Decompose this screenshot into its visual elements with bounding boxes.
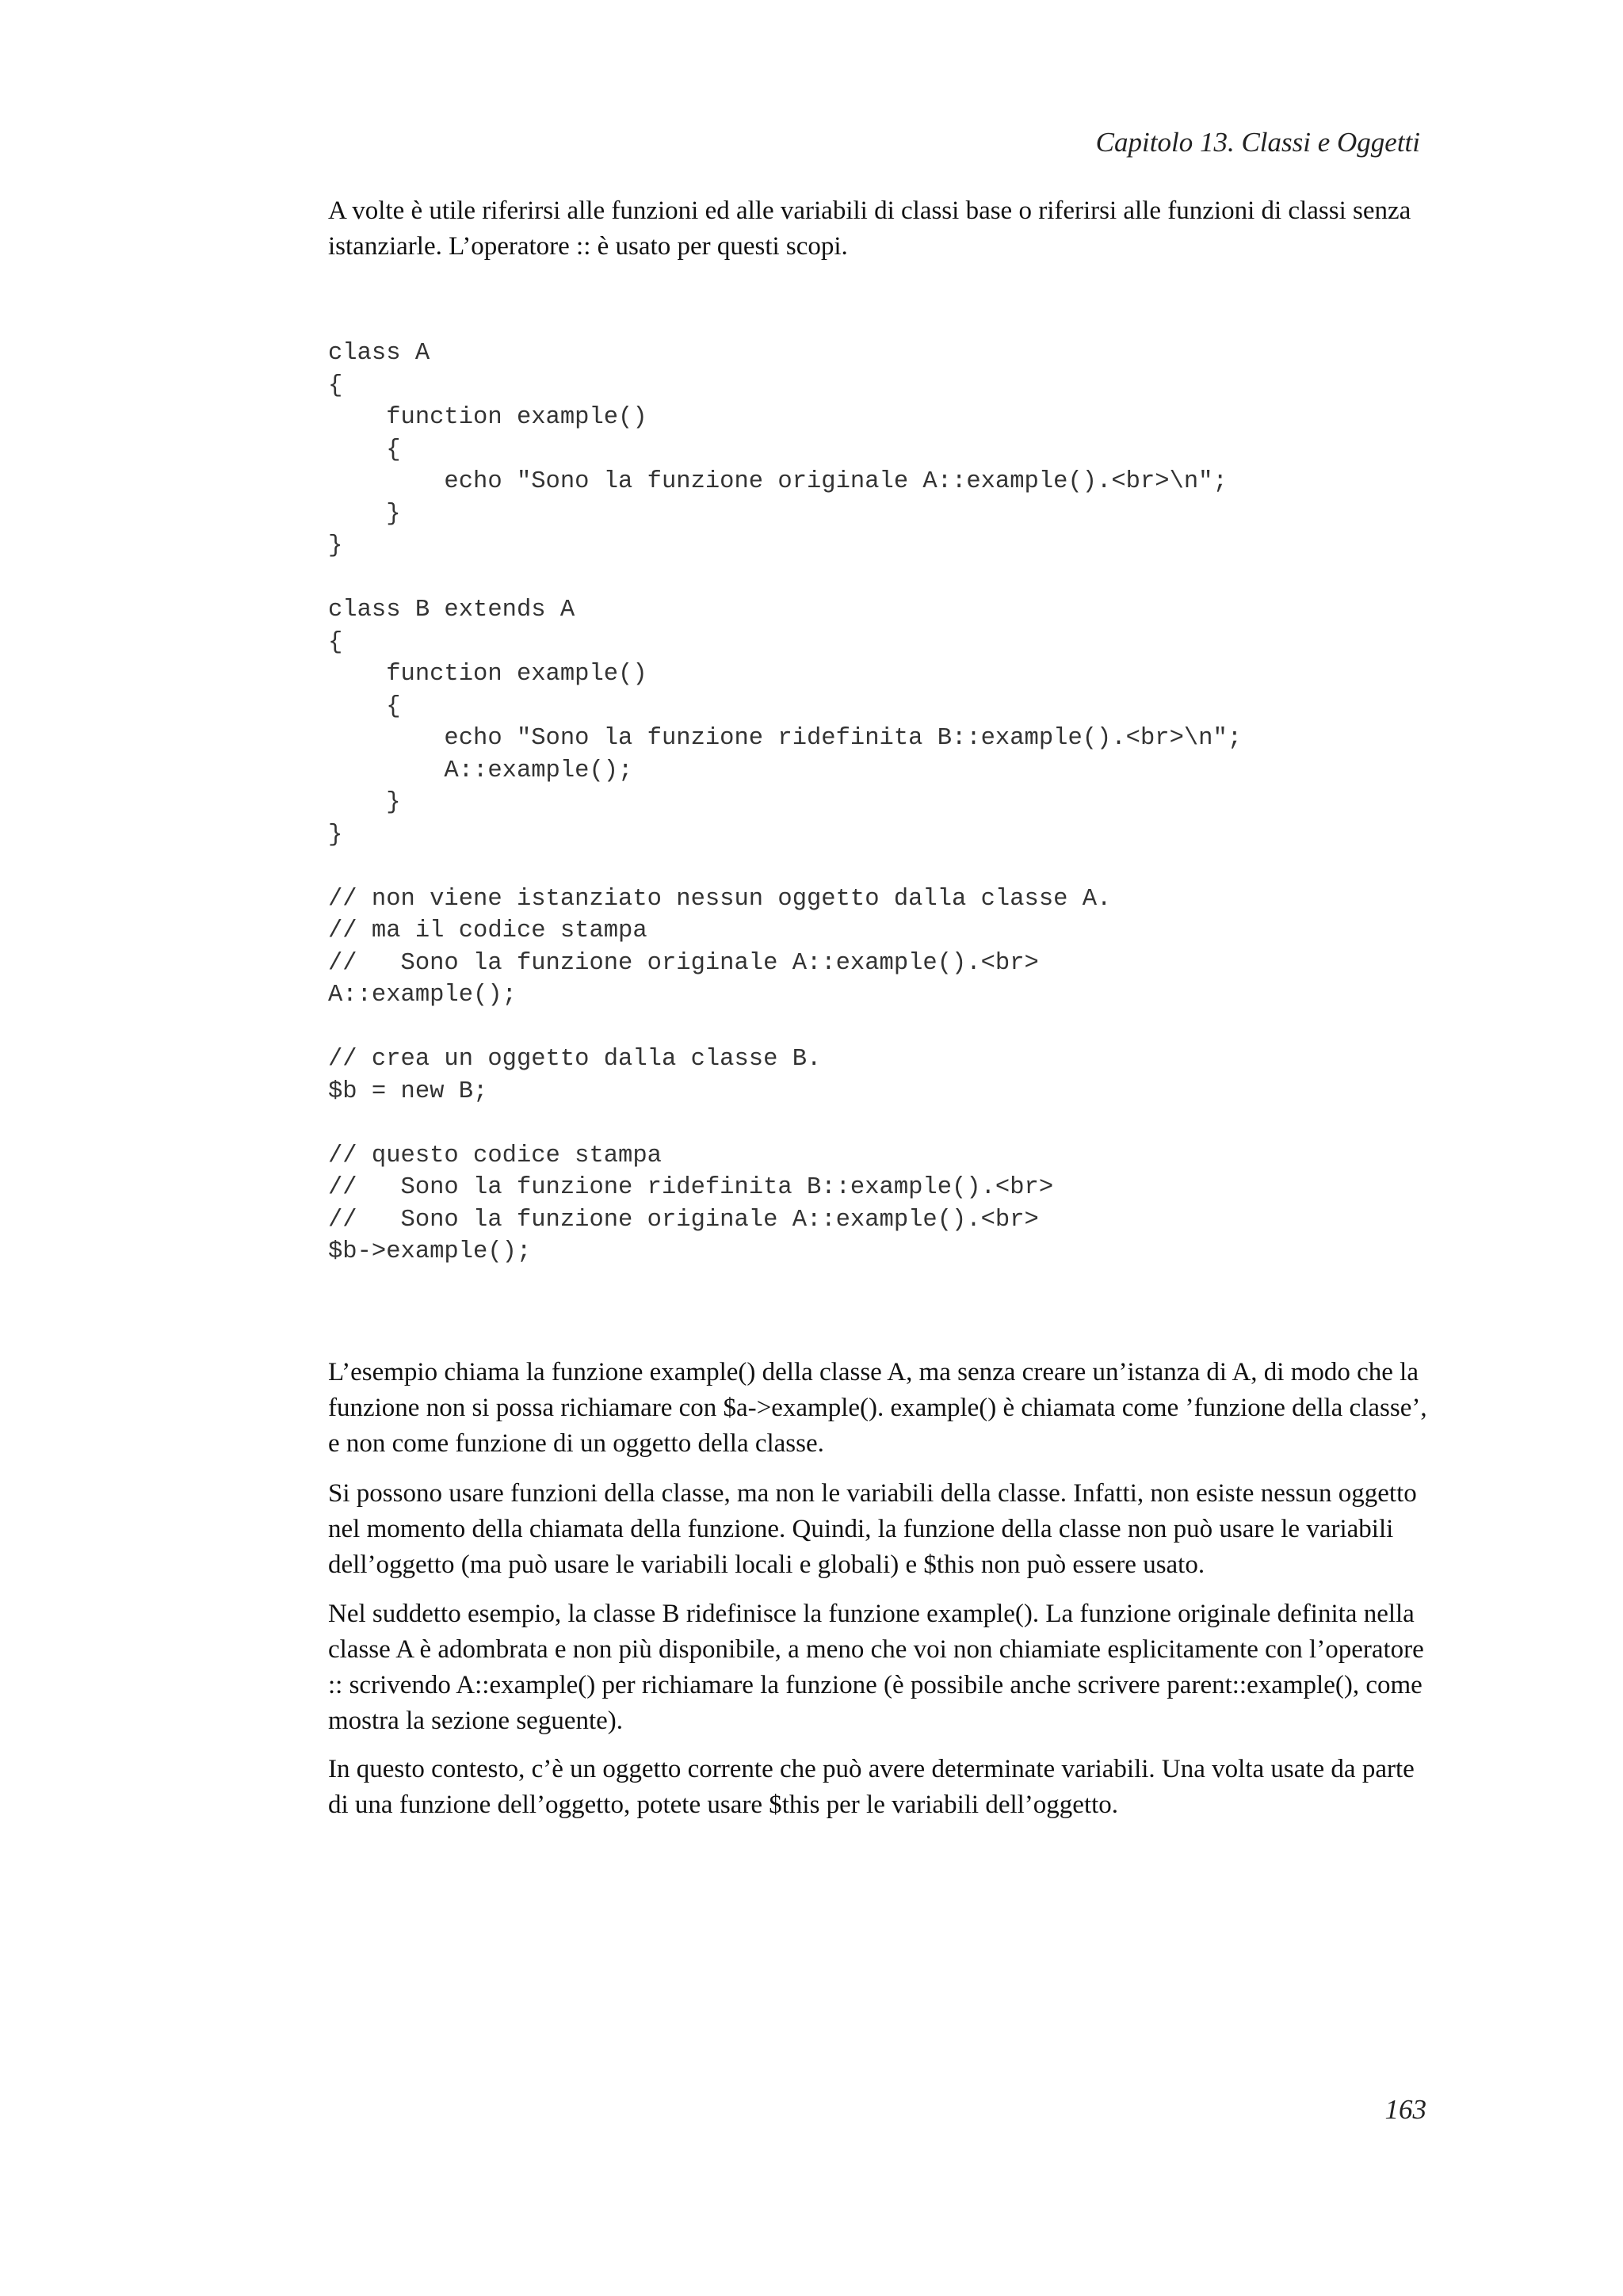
code-line: $b = new B;	[328, 1077, 488, 1105]
code-line: }	[328, 532, 343, 559]
code-line: }	[328, 789, 401, 816]
page-number: 163	[1384, 2094, 1426, 2125]
code-line: }	[328, 500, 401, 528]
code-line: // non viene istanziato nessun oggetto dalla classe A.	[328, 885, 1112, 913]
code-line	[328, 1108, 1242, 1140]
code-line: class B extends A	[328, 597, 575, 624]
code-line: class A	[328, 340, 430, 367]
code-line: echo "Sono la funzione originale A::example().<br>\n";	[328, 468, 1228, 495]
code-line: {	[328, 372, 343, 399]
code-line: // crea un oggetto dalla classe B.	[328, 1046, 822, 1073]
code-line: // ma il codice stampa	[328, 917, 647, 944]
code-line: {	[328, 436, 401, 463]
code-block	[328, 338, 1242, 1268]
paragraph-3: Nel suddetto esempio, la classe B ridefinisce la funzione example(). La funzione originale definita nella classe A è adombrata e non più disponibile, a meno che voi non chiamiate esplicitamente con l’operatore :: scrivendo A::example() per richiamare la funzione (è possibile anche scrivere parent::example(), come mostra la sezione seguente).	[328, 1600, 1424, 1735]
code-line: }	[328, 821, 343, 849]
code-line: function example()	[328, 661, 647, 688]
running-header: Capitolo 13. Classi e Oggetti	[1095, 127, 1420, 158]
paragraph-2: Si possono usare funzioni della classe, ma non le variabili della classe. Infatti, non esiste nessun oggetto nel momento della chiamata della funzione. Quindi, la funzione della classe non può usare le variabili dell’oggetto (ma può usare le variabili locali e globali) e $this non può essere usato.	[328, 1479, 1417, 1579]
code-line: // questo codice stampa	[328, 1142, 662, 1169]
code-line: // Sono la funzione originale A::example().<br>	[328, 949, 1039, 977]
code-line: A::example();	[328, 982, 517, 1009]
code-line: // Sono la funzione ridefinita B::example().<br>	[328, 1174, 1054, 1201]
code-line	[328, 1012, 1242, 1044]
paragraph-1: L’esempio chiama la funzione example() della classe A, ma senza creare un’istanza di A, di modo che la funzione non si possa richiamare con $a->example(). example() è chiamata come ’funzione della classe’, e non come funzione di un oggetto della classe.	[328, 1358, 1427, 1458]
code-line: {	[328, 628, 343, 656]
code-line: function example()	[328, 404, 647, 431]
code-line: A::example();	[328, 757, 633, 784]
code-line: {	[328, 692, 401, 720]
code-line: $b->example();	[328, 1238, 532, 1265]
code-line	[328, 851, 1242, 883]
paragraph-4: In questo contesto, c’è un oggetto corrente che può avere determinate variabili. Una volta usate da parte di una funzione dell’oggetto, potete usare $this per le variabili dell’oggetto.	[328, 1755, 1415, 1819]
code-line: echo "Sono la funzione ridefinita B::example().<br>\n";	[328, 725, 1243, 752]
intro-paragraph: A volte è utile riferirsi alle funzioni ed alle variabili di classi base o riferirsi alle funzioni di classi senza istanziarle. L’operatore :: è usato per questi scopi.	[328, 196, 1411, 261]
code-line	[328, 563, 1242, 595]
code-line: // Sono la funzione originale A::example().<br>	[328, 1206, 1039, 1234]
